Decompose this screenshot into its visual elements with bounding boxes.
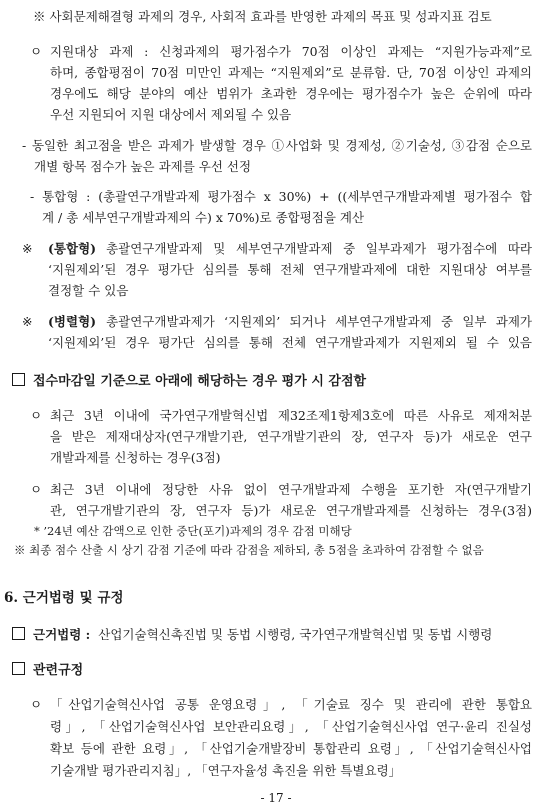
composite-line: - 통합형 : (총괄연구개발과제 평가점수 x 30%) + ((세부연구개발과제별 평가점수 합 bbox=[30, 189, 532, 204]
regs-line: 기술개발 평가관리지침」, 「연구자율성 촉진을 위한 특별요령」 bbox=[50, 763, 402, 778]
selection-line: 경우에도 해당 분야의 예산 범위가 초과한 경우에는 평가점수가 높은 순위에 따라 bbox=[50, 86, 532, 101]
laws-heading bbox=[12, 627, 492, 643]
integrated-line: ‘지원제외’된 경우 평가단 심의를 통해 전체 연구개발과제에 대한 지원대상 여부를 bbox=[48, 262, 532, 277]
parallel-first-line bbox=[48, 314, 532, 330]
checkbox-square-icon bbox=[12, 627, 25, 640]
page-number: - 17 - bbox=[260, 791, 292, 805]
deduction-item2-line: 관, 연구개발기관의 장, 연구자 등)가 새로운 연구개발과제를 신청하는 경우(3점) bbox=[50, 503, 532, 518]
regs-line: 「산업기술혁신사업 공통 운영요령」, 「기술료 징수 및 관리에 관한 통합요 bbox=[50, 697, 532, 712]
integrated-line: 결정할 수 있음 bbox=[48, 283, 129, 298]
selection-bullet: ㅇ bbox=[30, 44, 43, 59]
laws-label: 근거법령 : bbox=[33, 627, 91, 642]
deduction-item1-line: 최근 3년 이내에 국가연구개발혁신법 제32조제1항제3호에 따른 사유로 제재처분 bbox=[50, 408, 532, 423]
laws-text: 산업기술혁신촉진법 및 동법 시행령, 국가연구개발혁신법 및 동법 시행령 bbox=[98, 627, 493, 642]
deduction-item1-line: 개발과제를 신청하는 경우(3점) bbox=[50, 450, 221, 465]
deduction-footnote: * ’24년 예산 감액으로 인한 중단(포기)과제의 경우 감점 미해당 bbox=[34, 524, 352, 538]
regs-line: 확보 등에 관한 요령」, 「산업기술개발장비 통합관리 요령」, 「산업기술혁신사업 bbox=[50, 741, 532, 756]
parallel-tag: (병렬형) bbox=[48, 314, 97, 329]
deduction-item2-line: 최근 3년 이내에 정당한 사유 없이 연구개발과제 수행을 포기한 자(연구개발기 bbox=[50, 482, 532, 497]
deduction-bullet: ㅇ bbox=[30, 482, 43, 497]
selection-line: 하며, 종합평점이 70점 미만인 과제는 “지원제외”로 분류함. 단, 70점 이상인 과제의 bbox=[50, 65, 532, 80]
integrated-mark: ※ bbox=[22, 241, 33, 256]
deduction-final-note: ※ 최종 점수 산출 시 상기 감점 기준에 따라 감점을 제하되, 총 5점을 초과하여 감점할 수 없음 bbox=[14, 543, 484, 557]
regs-line: 령」, 「산업기술혁신사업 보안관리요령」, 「산업기술혁신사업 연구·윤리 진실성 bbox=[50, 719, 532, 734]
integrated-first-line bbox=[48, 241, 532, 257]
parallel-line: ‘지원제외’된 경우 평가단 심의를 통해 전체 연구개발과제가 지원제외 될 수 있음 bbox=[48, 335, 532, 350]
integrated-line: 총괄연구개발과제 및 세부연구개발과제 중 일부과제가 평가점수에 따라 bbox=[106, 241, 532, 256]
parallel-line: 총괄연구개발과제가 ‘지원제외’ 되거나 세부연구개발과제 중 일부 과제가 bbox=[106, 314, 532, 329]
checkbox-square-icon bbox=[12, 373, 25, 386]
deduction-item1-line: 을 받은 제재대상자(연구개발기관, 연구개발기관의 장, 연구자 등)가 새로운 연구 bbox=[50, 429, 532, 444]
deduction-heading: 접수마감일 기준으로 아래에 해당하는 경우 평가 시 감점함 bbox=[12, 373, 366, 390]
section6-title: 6. 근거법령 및 규정 bbox=[4, 590, 124, 606]
regs-bullet: ㅇ bbox=[30, 697, 43, 712]
parallel-mark: ※ bbox=[22, 314, 33, 329]
integrated-tag: (통합형) bbox=[48, 241, 97, 256]
selection-line: 우선 지원되어 지원 대상에서 제외될 수 있음 bbox=[50, 107, 292, 122]
intro-note: ※ 사회문제해결형 과제의 경우, 사회적 효과를 반영한 과제의 목표 및 성과지표 검토 bbox=[33, 9, 492, 24]
regs-heading: 관련규정 bbox=[12, 662, 83, 679]
tie-rule-line: - 동일한 최고점을 받은 과제가 발생할 경우 ①사업화 및 경제성, ②기술성, ③감점 순으로 bbox=[22, 138, 532, 153]
deduction-bullet: ㅇ bbox=[30, 408, 43, 423]
tie-rule-line: 개별 항목 점수가 높은 과제를 우선 선정 bbox=[34, 159, 252, 174]
composite-line: 계 / 총 세부연구개발과제의 수) x 70%)로 종합평점을 계산 bbox=[42, 210, 365, 225]
checkbox-square-icon bbox=[12, 662, 25, 675]
selection-line: 지원대상 과제 : 신청과제의 평가점수가 70점 이상인 과제는 “지원가능과제”로 bbox=[50, 44, 532, 59]
